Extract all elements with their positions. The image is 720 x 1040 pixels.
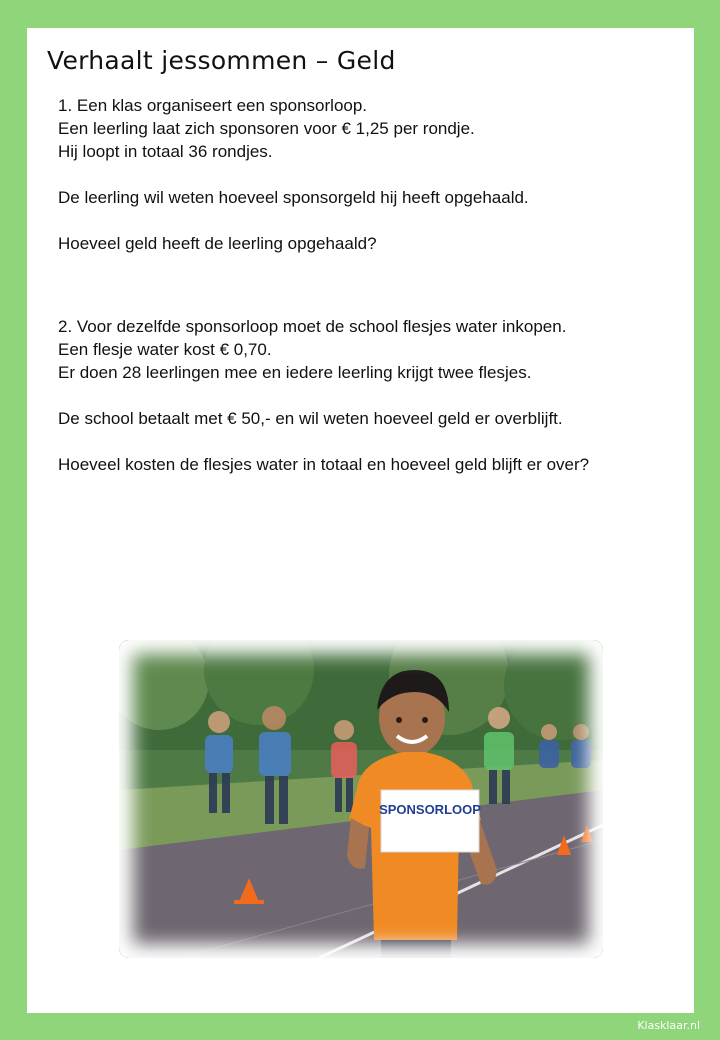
worksheet bbox=[27, 28, 694, 1013]
page-title: Verhaalt jessommen – Geld bbox=[47, 46, 396, 75]
problem-2-question: Hoeveel kosten de flesjes water in totaal en hoeveel geld blijft er over? bbox=[58, 455, 590, 474]
footer-brand: Klasklaar.nl bbox=[637, 1019, 700, 1032]
problem-2-line: 2. Voor dezelfde sponsorloop moet de school flesjes water inkopen. bbox=[58, 317, 567, 336]
problem-2-line: Er doen 28 leerlingen mee en iedere leerling krijgt twee flesjes. bbox=[58, 363, 532, 382]
bib-label: SPONSORLOOP bbox=[379, 802, 481, 817]
problem-2-line: Een flesje water kost € 0,70. bbox=[58, 340, 272, 359]
problems bbox=[58, 94, 678, 476]
problem-2-context: De school betaalt met € 50,- en wil weten hoeveel geld er overblijft. bbox=[58, 409, 563, 428]
problem-1-line: 1. Een klas organiseert een sponsorloop. bbox=[58, 96, 368, 115]
problem-1-line: Een leerling laat zich sponsoren voor € 1,25 per rondje. bbox=[58, 119, 475, 138]
problem-2 bbox=[58, 315, 678, 476]
sponsor-run-photo bbox=[119, 640, 603, 958]
problem-1-question: Hoeveel geld heeft de leerling opgehaald? bbox=[58, 234, 377, 253]
problem-1 bbox=[58, 94, 678, 255]
problem-1-context: De leerling wil weten hoeveel sponsorgeld hij heeft opgehaald. bbox=[58, 188, 529, 207]
problem-1-line: Hij loopt in totaal 36 rondjes. bbox=[58, 142, 273, 161]
